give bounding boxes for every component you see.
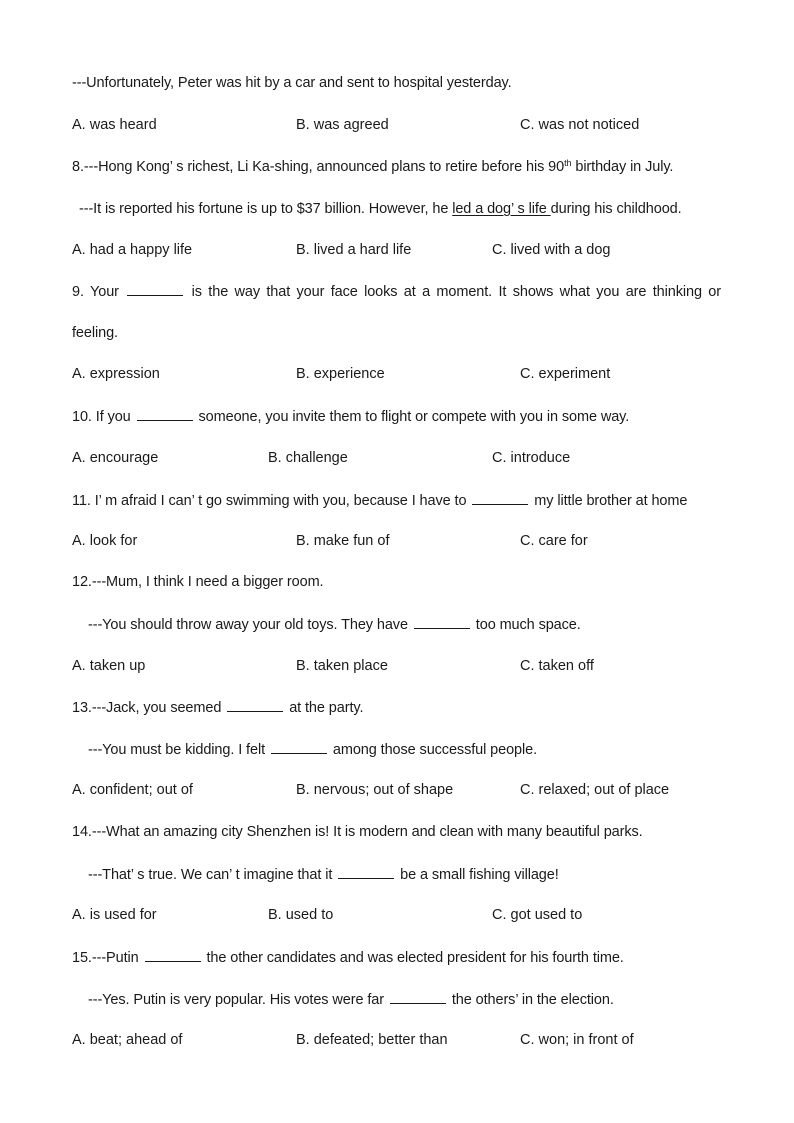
q14-response-post: be a small fishing village!	[400, 867, 559, 883]
q13-option-c: C. relaxed; out of place	[520, 782, 670, 798]
q15-prompt-post: the other candidates and was elected president for his fourth time.	[206, 950, 624, 966]
q14-response-pre: ---That’ s true. We can’ t imagine that it	[88, 867, 333, 883]
q15-option-c: C. won; in front of	[520, 1032, 634, 1048]
q15-response-post: the others’ in the election.	[451, 992, 614, 1008]
q10-option-b: B. challenge	[268, 450, 348, 466]
q7-response: ---Unfortunately, Peter was hit by a car and sent to hospital yesterday.	[72, 75, 512, 91]
q9-answer-blank	[127, 282, 183, 296]
q13-response-post: among those successful people.	[332, 742, 538, 758]
q15-answer-blank-2	[390, 990, 446, 1004]
q11-option-a: A. look for	[72, 533, 138, 549]
q12-response-post: too much space.	[475, 617, 581, 633]
q11-option-c: C. care for	[520, 533, 588, 549]
q8-option-a: A. had a happy life	[72, 242, 193, 258]
q8-response	[79, 200, 682, 218]
q12-answer-blank	[414, 615, 470, 629]
q7-option-c: C. was not noticed	[520, 117, 640, 133]
q8-prompt-sup: th	[564, 158, 572, 168]
q9-option-a: A. expression	[72, 366, 160, 382]
q15-option-b: B. defeated; better than	[296, 1032, 448, 1048]
q15-response	[88, 990, 614, 1009]
q10-option-a: A. encourage	[72, 450, 159, 466]
q14-prompt: 14.---What an amazing city Shenzhen is! It is modern and clean with many beautiful parks.	[72, 824, 643, 840]
q13-prompt	[72, 698, 363, 717]
q8-option-b: B. lived a hard life	[296, 242, 412, 258]
q9-prompt-post: is the way that your face looks at a moment. It shows what you are thinking or	[191, 284, 721, 300]
q15-prompt-pre: 15.---Putin	[72, 950, 139, 966]
q12-option-a: A. taken up	[72, 658, 146, 674]
q9-prompt-pre: 9. Your	[72, 284, 119, 300]
q11-prompt	[72, 491, 687, 510]
q12-response-pre: ---You should throw away your old toys. They have	[88, 617, 408, 633]
q10-prompt-pre: 10. If you	[72, 409, 131, 425]
q9-prompt	[72, 282, 721, 301]
q11-answer-blank	[472, 491, 528, 505]
q8-underlined-phrase: led a dog’ s life	[452, 201, 551, 217]
q14-option-b: B. used to	[268, 907, 334, 923]
q13-answer-blank-1	[227, 698, 283, 712]
q10-option-c: C. introduce	[492, 450, 571, 466]
q8-prompt-post: birthday in July.	[571, 159, 674, 175]
q14-answer-blank	[338, 865, 394, 879]
q7-option-b: B. was agreed	[296, 117, 389, 133]
q8-prompt	[72, 158, 673, 176]
q13-option-a: A. confident; out of	[72, 782, 193, 798]
q7-option-a: A. was heard	[72, 117, 157, 133]
q15-prompt	[72, 948, 624, 967]
q11-prompt-pre: 11. I’ m afraid I can’ t go swimming with you, because I have to	[72, 493, 467, 509]
q8-option-c: C. lived with a dog	[492, 242, 611, 258]
q14-option-a: A. is used for	[72, 907, 157, 923]
q8-response-pre: ---It is reported his fortune is up to $37 billion. However, he	[79, 201, 453, 217]
q11-prompt-post: my little brother at home	[534, 493, 688, 509]
q15-option-a: A. beat; ahead of	[72, 1032, 183, 1048]
q10-prompt	[72, 407, 629, 426]
q14-response	[88, 865, 559, 884]
q11-option-b: B. make fun of	[296, 533, 390, 549]
q12-response	[88, 615, 581, 634]
q10-prompt-post: someone, you invite them to flight or compete with you in some way.	[198, 409, 630, 425]
q12-option-b: B. taken place	[296, 658, 388, 674]
q15-response-pre: ---Yes. Putin is very popular. His votes were far	[88, 992, 384, 1008]
q13-answer-blank-2	[271, 740, 327, 754]
q9-option-c: C. experiment	[520, 366, 611, 382]
q13-prompt-post: at the party.	[289, 700, 364, 716]
q9-prompt-cont: feeling.	[72, 325, 118, 341]
q15-answer-blank-1	[145, 948, 201, 962]
q13-prompt-pre: 13.---Jack, you seemed	[72, 700, 222, 716]
q13-response	[88, 740, 537, 759]
q9-option-b: B. experience	[296, 366, 385, 382]
q10-answer-blank	[137, 407, 193, 421]
q12-option-c: C. taken off	[520, 658, 594, 674]
q14-option-c: C. got used to	[492, 907, 583, 923]
q13-option-b: B. nervous; out of shape	[296, 782, 454, 798]
q8-response-post: during his childhood.	[550, 201, 682, 217]
q8-prompt-pre: 8.---Hong Kong’ s richest, Li Ka-shing, announced plans to retire before his 90	[72, 159, 565, 175]
q12-prompt: 12.---Mum, I think I need a bigger room.	[72, 574, 324, 590]
q13-response-pre: ---You must be kidding. I felt	[88, 742, 265, 758]
